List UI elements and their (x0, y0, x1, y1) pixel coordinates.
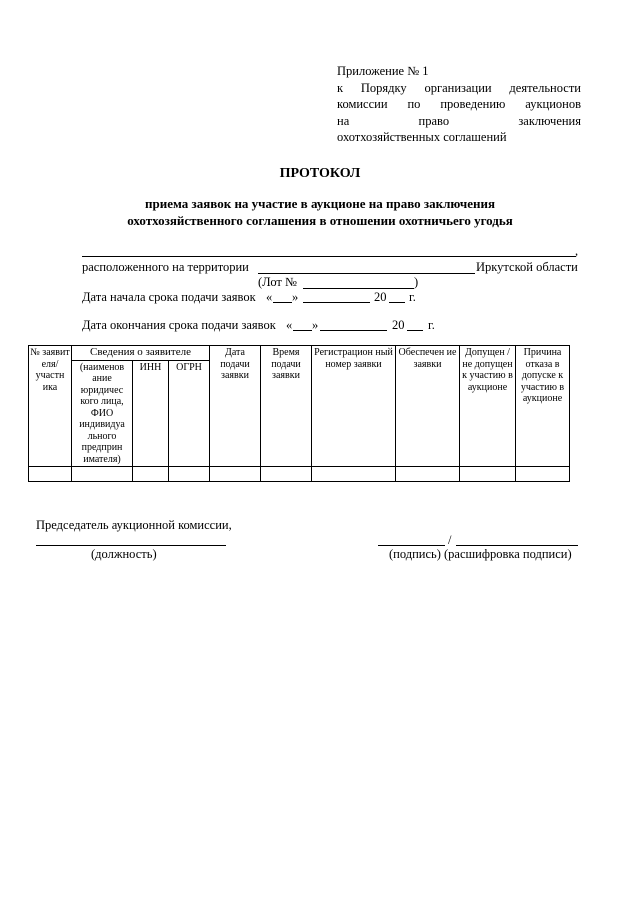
position-line (36, 545, 226, 546)
start-date-label: Дата начала срока подачи заявок (82, 290, 256, 304)
appendix-line: на право заключения (337, 113, 581, 128)
subtitle-line: приема заявок на участие в аукционе на право заключения (145, 196, 495, 211)
document-title: ПРОТОКОЛ (279, 166, 361, 181)
col-admission-status: Допущен /не допущен к участию в аукционе (460, 346, 516, 467)
signature-caption: (подпись) (расшифровка подписи) (389, 547, 572, 561)
subtitle-line: охотхозяйственного соглашения в отношении охотничьего угодья (127, 213, 513, 228)
start-month-line (303, 302, 370, 303)
appendix-line: к Порядку организации деятельности (337, 80, 581, 95)
quote-close: » (292, 290, 299, 304)
table-header-row (29, 346, 570, 361)
table-cell (460, 467, 516, 482)
lot-close: ) (414, 275, 419, 289)
applications-table (28, 345, 570, 482)
table-cell (169, 467, 210, 482)
start-year-line (389, 302, 405, 303)
table-cell (210, 467, 261, 482)
position-caption: (должность) (91, 547, 157, 561)
appendix-number: Приложение № 1 (337, 64, 429, 78)
end-year-suffix: г. (428, 318, 435, 332)
table-cell (312, 467, 396, 482)
quote-open: « (266, 290, 273, 304)
col-applicant-info-group: Сведения о заявителе (72, 346, 210, 361)
signature-line (378, 545, 445, 546)
lot-number-line (303, 288, 414, 289)
appendix-block (337, 63, 581, 146)
col-applicant-name: (наименов ание юридичес кого лица, ФИО индивидуа льного предприн имателя) (72, 360, 133, 467)
col-submission-date: Дата подачи заявки (210, 346, 261, 467)
col-applicant-number: № заявит еля/ участн ика (29, 346, 72, 467)
end-date-label: Дата окончания срока подачи заявок (82, 318, 276, 332)
col-inn: ИНН (133, 360, 169, 467)
signature-decoding-line (456, 545, 578, 546)
quote-close: » (312, 318, 319, 332)
document-subtitle (70, 195, 570, 229)
table-cell (133, 467, 169, 482)
signature-slash: / (448, 533, 452, 547)
lot-open: (Лот № (258, 275, 297, 289)
col-submission-time: Время подачи заявки (261, 346, 312, 467)
quote-open: « (286, 318, 293, 332)
table-row (29, 467, 570, 482)
territory-field-line (258, 273, 475, 274)
table-cell (516, 467, 570, 482)
end-year-prefix: 20 (392, 318, 405, 332)
col-application-security: Обеспечен ие заявки (396, 346, 460, 467)
appendix-line: комиссии по проведению аукционов (337, 97, 581, 111)
start-year-suffix: г. (409, 290, 416, 304)
region-label: Иркутской области (476, 260, 578, 274)
end-month-line (320, 330, 387, 331)
table-cell (72, 467, 133, 482)
table-cell (261, 467, 312, 482)
end-day-line (293, 330, 312, 331)
start-year-prefix: 20 (374, 290, 387, 304)
start-day-line (273, 302, 292, 303)
territory-label: расположенного на территории (82, 260, 249, 274)
chairman-label: Председатель аукционной комиссии, (36, 518, 232, 532)
appendix-line: охотхозяйственных соглашений (337, 130, 507, 144)
col-registration-number: Регистрацион ный номер заявки (312, 346, 396, 467)
end-year-line (407, 330, 423, 331)
table-cell (396, 467, 460, 482)
col-refusal-reason: Причина отказа в допуске к участию в аукционе (516, 346, 570, 467)
col-ogrn: ОГРН (169, 360, 210, 467)
hunting-ground-name-line (82, 256, 576, 257)
comma: , (575, 244, 579, 258)
table-cell (29, 467, 72, 482)
